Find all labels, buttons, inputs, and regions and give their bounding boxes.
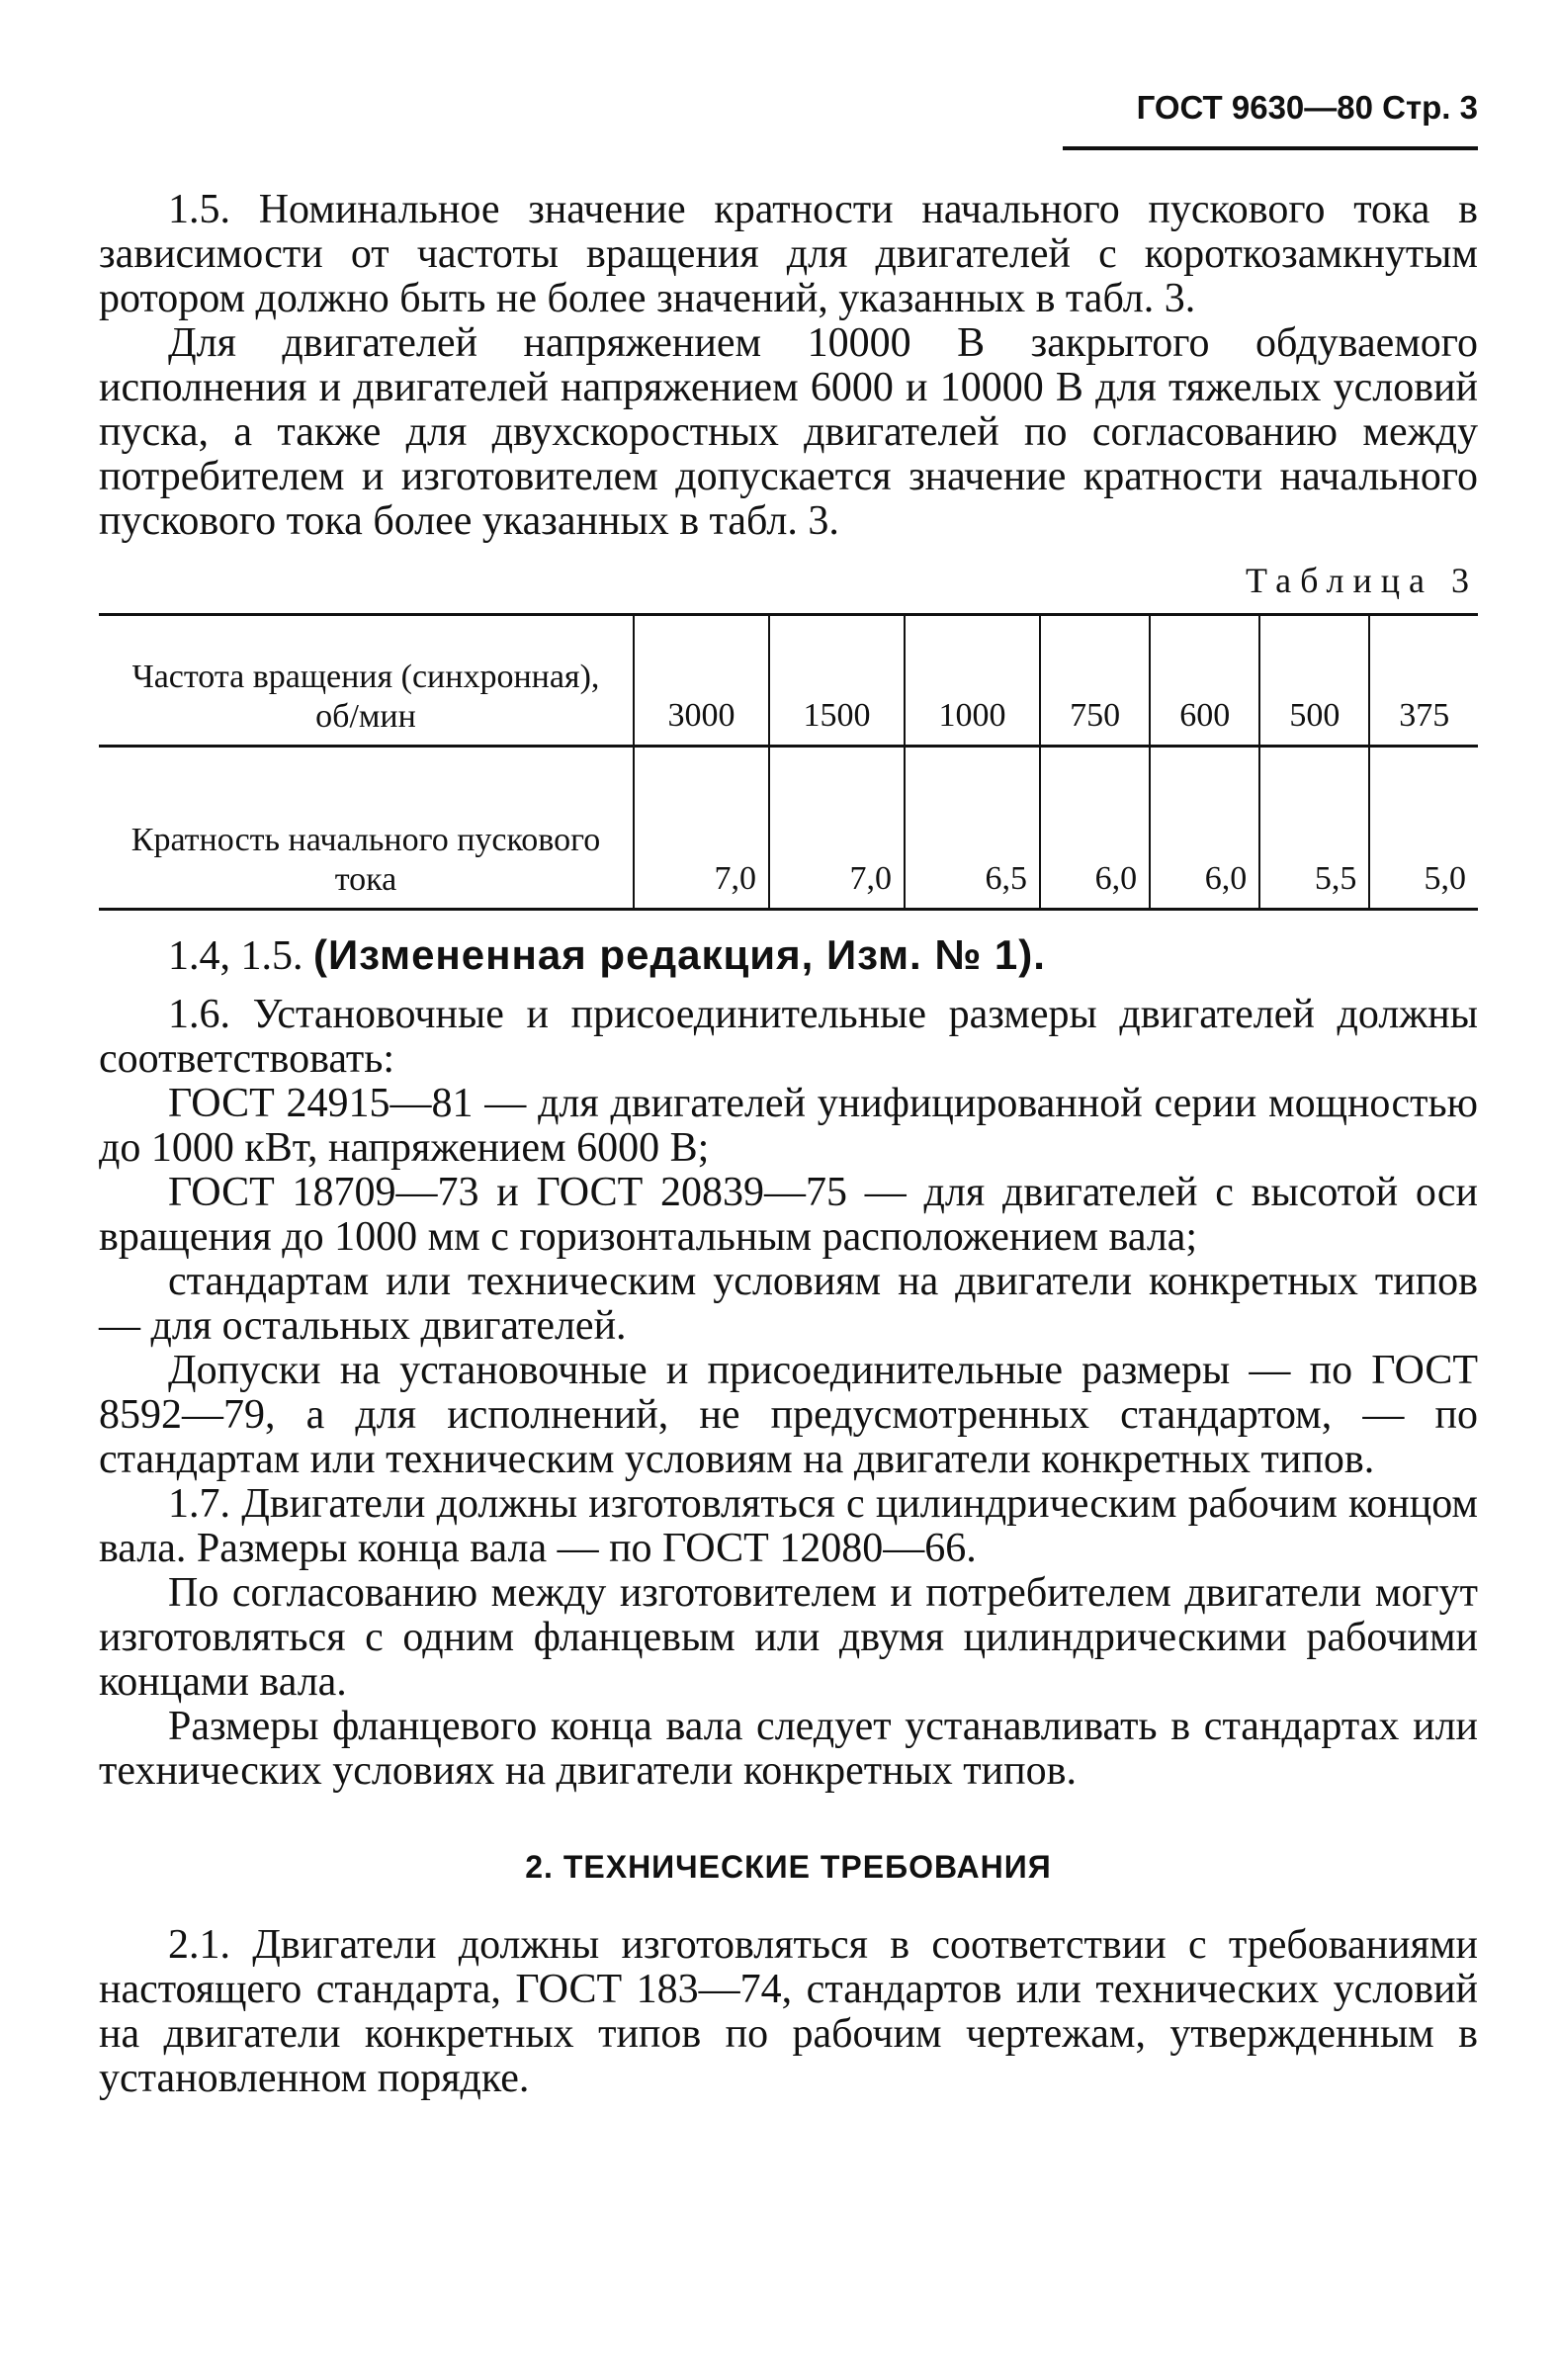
amendment-text: (Измененная редакция, Изм. № 1). xyxy=(313,931,1046,978)
table-cell: 3000 xyxy=(634,615,769,747)
section-2-title: 2. ТЕХНИЧЕСКИЕ ТРЕБОВАНИЯ xyxy=(525,1849,1052,1885)
amendment-prefix: 1.4, 1.5. xyxy=(168,933,313,979)
para-flange-agreement: По согласованию между изготовителем и потребителем двигатели могут изготовляться с одним фланцевым или двумя цилиндрическими рабочими концами вала. xyxy=(99,1570,1478,1705)
table-cell: 5,5 xyxy=(1259,747,1369,910)
table-cell: 6,0 xyxy=(1150,747,1259,910)
para-1-5: 1.5. Номинальное значение кратности начального пускового тока в зависимости от частоты вращения для двигателей с короткозамкнутым ротором должно быть не более значений, указанных в табл. 3. xyxy=(99,187,1478,321)
table-cell: 600 xyxy=(1150,615,1259,747)
running-head: ГОСТ 9630—80 Стр. 3 xyxy=(1063,89,1478,150)
para-flange-size: Размеры фланцевого конца вала следует устанавливать в стандартах или технических условиях на двигатели конкретных типов. xyxy=(99,1704,1478,1794)
table-3 xyxy=(99,613,1478,911)
amendment-note xyxy=(99,932,1478,979)
para-gost-24915: ГОСТ 24915—81 — для двигателей унифицированной серии мощностью до 1000 кВт, напряжением 6000 В; xyxy=(99,1081,1478,1171)
para-gost-18709: ГОСТ 18709—73 и ГОСТ 20839—75 — для двигателей с высотой оси вращения до 1000 мм с горизонтальным расположением вала; xyxy=(99,1170,1478,1260)
table-cell: 7,0 xyxy=(769,747,905,910)
row-header-speed: Частота вращения (синхронная), об/мин xyxy=(99,615,634,747)
table-cell: 500 xyxy=(1259,615,1369,747)
row-header-ratio: Кратность начального пускового тока xyxy=(130,822,601,898)
table-cell: 6,0 xyxy=(1040,747,1150,910)
para-standards: стандартам или техническим условиям на двигатели конкретных типов — для остальных двигателей. xyxy=(99,1259,1478,1349)
table-row-ratio xyxy=(99,747,1478,910)
table-cell: 1500 xyxy=(769,615,905,747)
table-cell: 375 xyxy=(1369,615,1478,747)
para-1-7: 1.7. Двигатели должны изготовляться с цилиндрическим рабочим концом вала. Размеры конца вала — по ГОСТ 12080—66. xyxy=(99,1481,1478,1571)
table-caption: Таблица 3 xyxy=(1246,561,1478,600)
para-1-6: 1.6. Установочные и присоединительные размеры двигателей должны соответствовать: xyxy=(99,992,1478,1082)
para-2-1: 2.1. Двигатели должны изготовляться в соответствии с требованиями настоящего стандарта, ГОСТ 183—74, стандартов или технических условий на двигатели конкретных типов по рабочим чертежам, утвержденным в установленном порядке. xyxy=(99,1922,1478,2101)
document-page xyxy=(99,79,1478,2101)
para-1-5-continued: Для двигателей напряжением 10000 В закрытого обдуваемого исполнения и двигателей напряжением 6000 и 10000 В для тяжелых условий пуска, а также для двухскоростных двигателей по согласованию между потребителем и изготовителем допускается значение кратности начального пускового тока более указанных в табл. 3. xyxy=(99,320,1478,544)
table-cell: 1000 xyxy=(905,615,1040,747)
table-cell: 750 xyxy=(1040,615,1150,747)
para-tolerances: Допуски на установочные и присоединительные размеры — по ГОСТ 8592—79, а для исполнений, не предусмотренных стандартом, — по стандартам или техническим условиям на двигатели конкретных типов. xyxy=(99,1348,1478,1482)
table-cell: 5,0 xyxy=(1369,747,1478,910)
table-row-speed xyxy=(99,615,1478,747)
table-cell: 7,0 xyxy=(634,747,769,910)
table-cell: 6,5 xyxy=(905,747,1040,910)
